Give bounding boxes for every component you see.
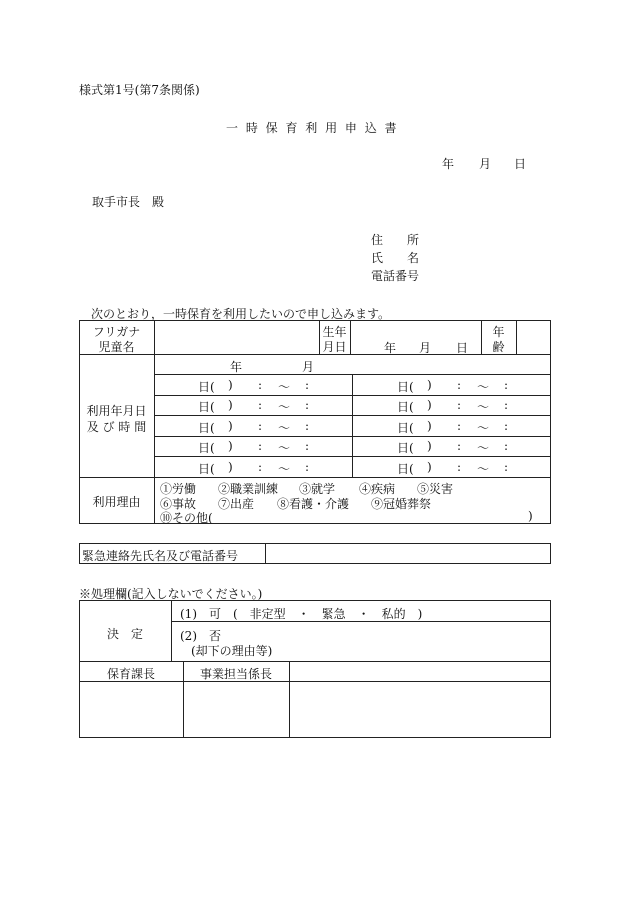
applicant-name-label: 氏 名 bbox=[371, 251, 420, 265]
usage-row-3-col-1-field[interactable] bbox=[156, 416, 196, 434]
usage-row-2-col-2-day: 日( bbox=[397, 400, 414, 414]
addressee: 取手市長 殿 bbox=[92, 195, 165, 209]
usage-row-5-col-1-colon2: : bbox=[305, 460, 310, 474]
age-label-2: 齢 bbox=[492, 340, 505, 354]
usage-row-5-col-2-tilde: 〜 bbox=[477, 462, 490, 476]
age-field[interactable] bbox=[517, 321, 550, 353]
reason-option-9[interactable]: ⑨冠婚葬祭 bbox=[371, 497, 432, 511]
date-day-label: 日 bbox=[514, 157, 527, 171]
usage-row-2-col-1-colon1: : bbox=[258, 398, 263, 412]
birth-label-2: 月日 bbox=[322, 340, 347, 354]
usage-row-3-col-1-weekday-close: ) bbox=[228, 419, 233, 433]
usage-row-4-col-1-colon2: : bbox=[305, 439, 310, 453]
birth-day-label: 日 bbox=[456, 341, 469, 355]
stamp-head-label: 保育課長 bbox=[106, 667, 155, 681]
usage-row-4-col-1-day: 日( bbox=[198, 441, 215, 455]
usage-row-4-col-2-colon2: : bbox=[504, 439, 509, 453]
usage-label-1: 利用年月日 bbox=[86, 404, 147, 418]
emergency-contact-field[interactable] bbox=[266, 544, 550, 563]
usage-row-1-col-2-tilde: 〜 bbox=[477, 380, 490, 394]
reason-label: 利用理由 bbox=[92, 495, 141, 509]
date-year-label: 年 bbox=[442, 157, 455, 171]
usage-row-4-col-2-field[interactable] bbox=[355, 436, 395, 454]
usage-row-5-col-2-day: 日( bbox=[397, 462, 414, 476]
usage-row-3-col-1-day: 日( bbox=[198, 421, 215, 435]
usage-row-1-col-2-day: 日( bbox=[397, 380, 414, 394]
usage-label-2: 及 び 時 間 bbox=[86, 420, 147, 434]
form-number-label: 様式第1号(第7条関係) bbox=[79, 83, 200, 97]
reason-other-close: ) bbox=[528, 509, 533, 523]
usage-row-3-col-2-weekday-close: ) bbox=[427, 419, 432, 433]
decision-option-reject: (2) 否 bbox=[180, 629, 221, 643]
usage-row-1-col-1-day: 日( bbox=[198, 380, 215, 394]
reason-option-8[interactable]: ⑧看護・介護 bbox=[277, 497, 350, 511]
date-month-label: 月 bbox=[479, 157, 492, 171]
reason-option-7[interactable]: ⑦出産 bbox=[218, 497, 255, 511]
applicant-phone-label: 電話番号 bbox=[371, 269, 420, 283]
usage-row-2-col-1-tilde: 〜 bbox=[278, 400, 291, 414]
document-title: 一 時 保 育 利 用 申 込 書 bbox=[226, 121, 399, 135]
usage-row-1-col-2-colon2: : bbox=[504, 378, 509, 392]
usage-row-3-col-1-colon2: : bbox=[305, 419, 310, 433]
usage-row-2-col-2-field[interactable] bbox=[355, 395, 395, 413]
usage-row-4-col-1-field[interactable] bbox=[156, 436, 196, 454]
usage-row-2-col-2-tilde: 〜 bbox=[477, 400, 490, 414]
usage-row-1-col-2-field[interactable] bbox=[355, 375, 395, 393]
furigana-label: フリガナ bbox=[92, 325, 141, 339]
usage-row-3-col-2-colon1: : bbox=[457, 419, 462, 433]
emergency-contact-label: 緊急連絡先氏名及び電話番号 bbox=[82, 549, 239, 563]
usage-row-1-col-2-colon1: : bbox=[457, 378, 462, 392]
usage-row-3-col-2-field[interactable] bbox=[355, 416, 395, 434]
usage-row-2-col-2-colon1: : bbox=[457, 398, 462, 412]
usage-row-3-col-1-tilde: 〜 bbox=[278, 421, 291, 435]
decision-label: 決 定 bbox=[106, 627, 143, 641]
child-name-field[interactable] bbox=[155, 321, 318, 353]
reason-other-field[interactable] bbox=[232, 509, 522, 522]
usage-row-1-col-2-weekday-close: ) bbox=[427, 378, 432, 392]
usage-row-1-col-1-colon2: : bbox=[305, 378, 310, 392]
reason-option-6[interactable]: ⑥事故 bbox=[160, 497, 197, 511]
stamp-staff-label: 事業担当係長 bbox=[199, 667, 272, 681]
usage-row-3-col-2-day: 日( bbox=[397, 421, 414, 435]
usage-row-1-col-1-tilde: 〜 bbox=[278, 380, 291, 394]
child-name-label: 児童名 bbox=[98, 340, 135, 354]
usage-row-3-col-1-colon1: : bbox=[258, 419, 263, 433]
usage-row-2-col-2-weekday-close: ) bbox=[427, 398, 432, 412]
reason-option-4[interactable]: ④疾病 bbox=[359, 482, 396, 496]
decision-reject-note: (却下の理由等) bbox=[191, 644, 273, 658]
usage-year-label: 年 bbox=[230, 360, 243, 374]
birth-date-field[interactable] bbox=[351, 321, 480, 353]
processing-note: ※処理欄(記入しないでください。) bbox=[79, 587, 263, 601]
usage-row-5-col-1-weekday-close: ) bbox=[228, 460, 233, 474]
usage-row-2-col-1-colon2: : bbox=[305, 398, 310, 412]
birth-month-label: 月 bbox=[419, 341, 432, 355]
birth-label-1: 生年 bbox=[322, 325, 347, 339]
usage-row-5-col-1-tilde: 〜 bbox=[278, 462, 291, 476]
reason-option-3[interactable]: ③就学 bbox=[299, 482, 336, 496]
intro-text: 次のとおり，一時保育を利用したいので申し込みます。 bbox=[91, 307, 391, 321]
usage-row-5-col-1-day: 日( bbox=[198, 462, 215, 476]
usage-row-2-col-1-day: 日( bbox=[198, 400, 215, 414]
usage-row-4-col-2-weekday-close: ) bbox=[427, 439, 432, 453]
usage-row-4-col-2-day: 日( bbox=[397, 441, 414, 455]
usage-row-5-col-2-colon1: : bbox=[457, 460, 462, 474]
reason-option-5[interactable]: ⑤災害 bbox=[417, 482, 454, 496]
usage-row-4-col-1-colon1: : bbox=[258, 439, 263, 453]
usage-row-5-col-2-field[interactable] bbox=[355, 457, 395, 475]
usage-row-5-col-1-field[interactable] bbox=[156, 457, 196, 475]
reason-option-10[interactable]: ⑩その他( bbox=[160, 511, 213, 525]
usage-month-label: 月 bbox=[302, 360, 315, 374]
usage-row-2-col-2-colon2: : bbox=[504, 398, 509, 412]
usage-row-3-col-2-colon2: : bbox=[504, 419, 509, 433]
usage-row-4-col-1-weekday-close: ) bbox=[228, 439, 233, 453]
decision-option-approve: (1) 可 ( 非定型 ・ 緊急 ・ 私的 ) bbox=[180, 607, 423, 621]
usage-row-4-col-2-tilde: 〜 bbox=[477, 441, 490, 455]
usage-row-4-col-2-colon1: : bbox=[457, 439, 462, 453]
applicant-address-label: 住 所 bbox=[371, 233, 420, 247]
usage-row-1-col-1-field[interactable] bbox=[156, 375, 196, 393]
usage-row-2-col-1-field[interactable] bbox=[156, 395, 196, 413]
age-label-1: 年 bbox=[492, 325, 505, 339]
usage-row-1-col-1-colon1: : bbox=[258, 378, 263, 392]
usage-row-4-col-1-tilde: 〜 bbox=[278, 441, 291, 455]
usage-row-5-col-2-weekday-close: ) bbox=[427, 460, 432, 474]
usage-row-1-col-1-weekday-close: ) bbox=[228, 378, 233, 392]
birth-year-label: 年 bbox=[384, 341, 397, 355]
usage-row-3-col-2-tilde: 〜 bbox=[477, 421, 490, 435]
usage-row-2-col-1-weekday-close: ) bbox=[228, 398, 233, 412]
usage-row-5-col-2-colon2: : bbox=[504, 460, 509, 474]
usage-row-5-col-1-colon1: : bbox=[258, 460, 263, 474]
reason-option-1[interactable]: ①労働 bbox=[160, 482, 197, 496]
reason-option-2[interactable]: ②職業訓練 bbox=[218, 482, 279, 496]
